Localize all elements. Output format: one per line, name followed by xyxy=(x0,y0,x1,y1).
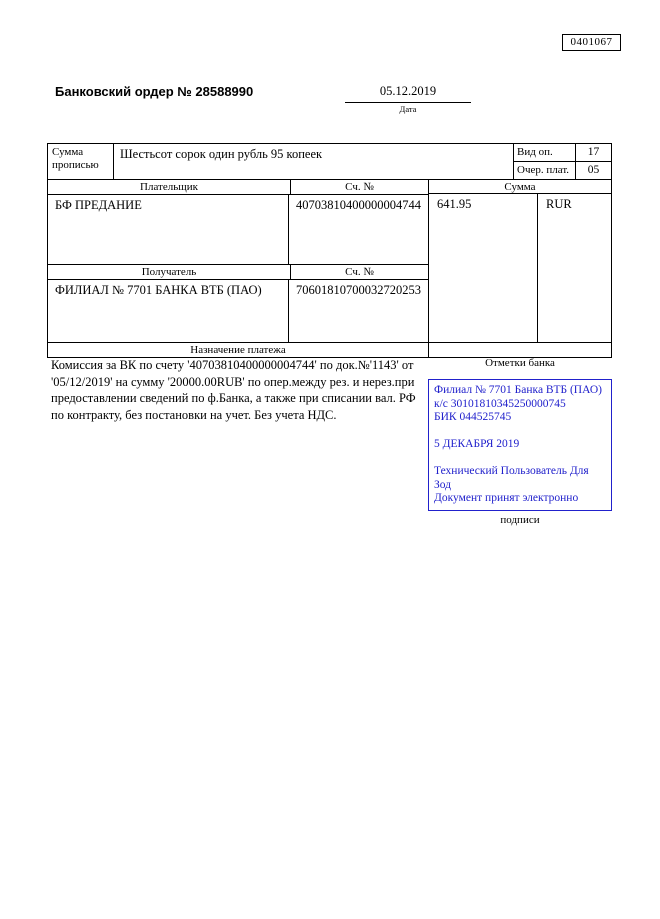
payee-header-row xyxy=(48,265,428,280)
stamp-line: Документ принят электронно xyxy=(434,492,579,504)
date-label: Дата xyxy=(399,104,417,114)
payer-header: Плательщик xyxy=(48,180,291,194)
payee-header: Получатель xyxy=(48,265,291,279)
sum-column xyxy=(429,180,611,342)
purpose-header: Назначение платежа xyxy=(48,343,429,357)
stamp-line: Технический Пользователь Для Зод xyxy=(434,465,589,491)
amount-value: 641.95 xyxy=(429,194,538,342)
stamp-line xyxy=(434,452,606,466)
payment-priority-row xyxy=(514,162,611,179)
bank-marks-area xyxy=(428,355,612,526)
lower-section xyxy=(47,355,612,526)
parties-left-part xyxy=(48,180,429,342)
form-code-box xyxy=(562,34,621,51)
payment-priority-label: Очер. плат. xyxy=(514,162,576,179)
operation-type-row xyxy=(514,144,611,162)
stamp-line xyxy=(434,425,606,439)
payer-data-row xyxy=(48,195,428,265)
payee-account-header: Сч. № xyxy=(345,266,374,278)
stamp-line: 5 ДЕКАБРЯ 2019 xyxy=(434,438,520,450)
operation-type-label: Вид оп. xyxy=(514,144,576,161)
date-block xyxy=(345,84,471,114)
stamp-line: БИК 044525745 xyxy=(434,411,512,423)
date-value: 05.12.2019 xyxy=(345,84,471,103)
sum-header: Сумма xyxy=(429,180,611,194)
document-title: Банковский ордер № 28588990 xyxy=(55,84,254,99)
operation-codes-section xyxy=(514,144,611,179)
signatures-label: подписи xyxy=(500,513,540,526)
amount-in-words-label: Сумма прописью xyxy=(48,144,114,179)
order-table xyxy=(47,143,612,358)
amount-in-words-row xyxy=(48,144,611,180)
bank-marks-header: Отметки банка xyxy=(485,357,555,369)
payer-account: 40703810400000004744 xyxy=(296,198,421,212)
parties-grid xyxy=(48,180,611,342)
payer-header-row xyxy=(48,180,428,195)
payee-name: ФИЛИАЛ № 7701 БАНКА ВТБ (ПАО) xyxy=(48,280,289,342)
purpose-text: Комиссия за ВК по счету '40703810400000004744' по док.№'1143' от '05/12/2019' на сумму '20000.00RUB' по опер.между рез. и нерез.при предоставлении сведений по ф.Банка, а также при списании вал. РФ по контракту, без постановки на учет. Без учета НДС. xyxy=(51,358,416,422)
payee-account: 70601810700032720253 xyxy=(296,283,421,297)
form-code: 0401067 xyxy=(570,36,613,48)
payment-priority-value: 05 xyxy=(587,164,600,176)
payee-data-row xyxy=(48,280,428,342)
amount-in-words-value: Шестьсот сорок один рубль 95 копеек xyxy=(114,144,514,179)
currency-value: RUR xyxy=(546,197,572,211)
stamp-line: Филиал № 7701 Банка ВТБ (ПАО) xyxy=(434,384,602,396)
payer-account-header: Сч. № xyxy=(345,181,374,193)
payer-name: БФ ПРЕДАНИЕ xyxy=(48,195,289,264)
operation-type-value: 17 xyxy=(587,146,600,158)
bank-stamp xyxy=(428,379,612,511)
stamp-line: к/с 30101810345250000745 xyxy=(434,397,566,410)
sum-body xyxy=(429,194,611,342)
